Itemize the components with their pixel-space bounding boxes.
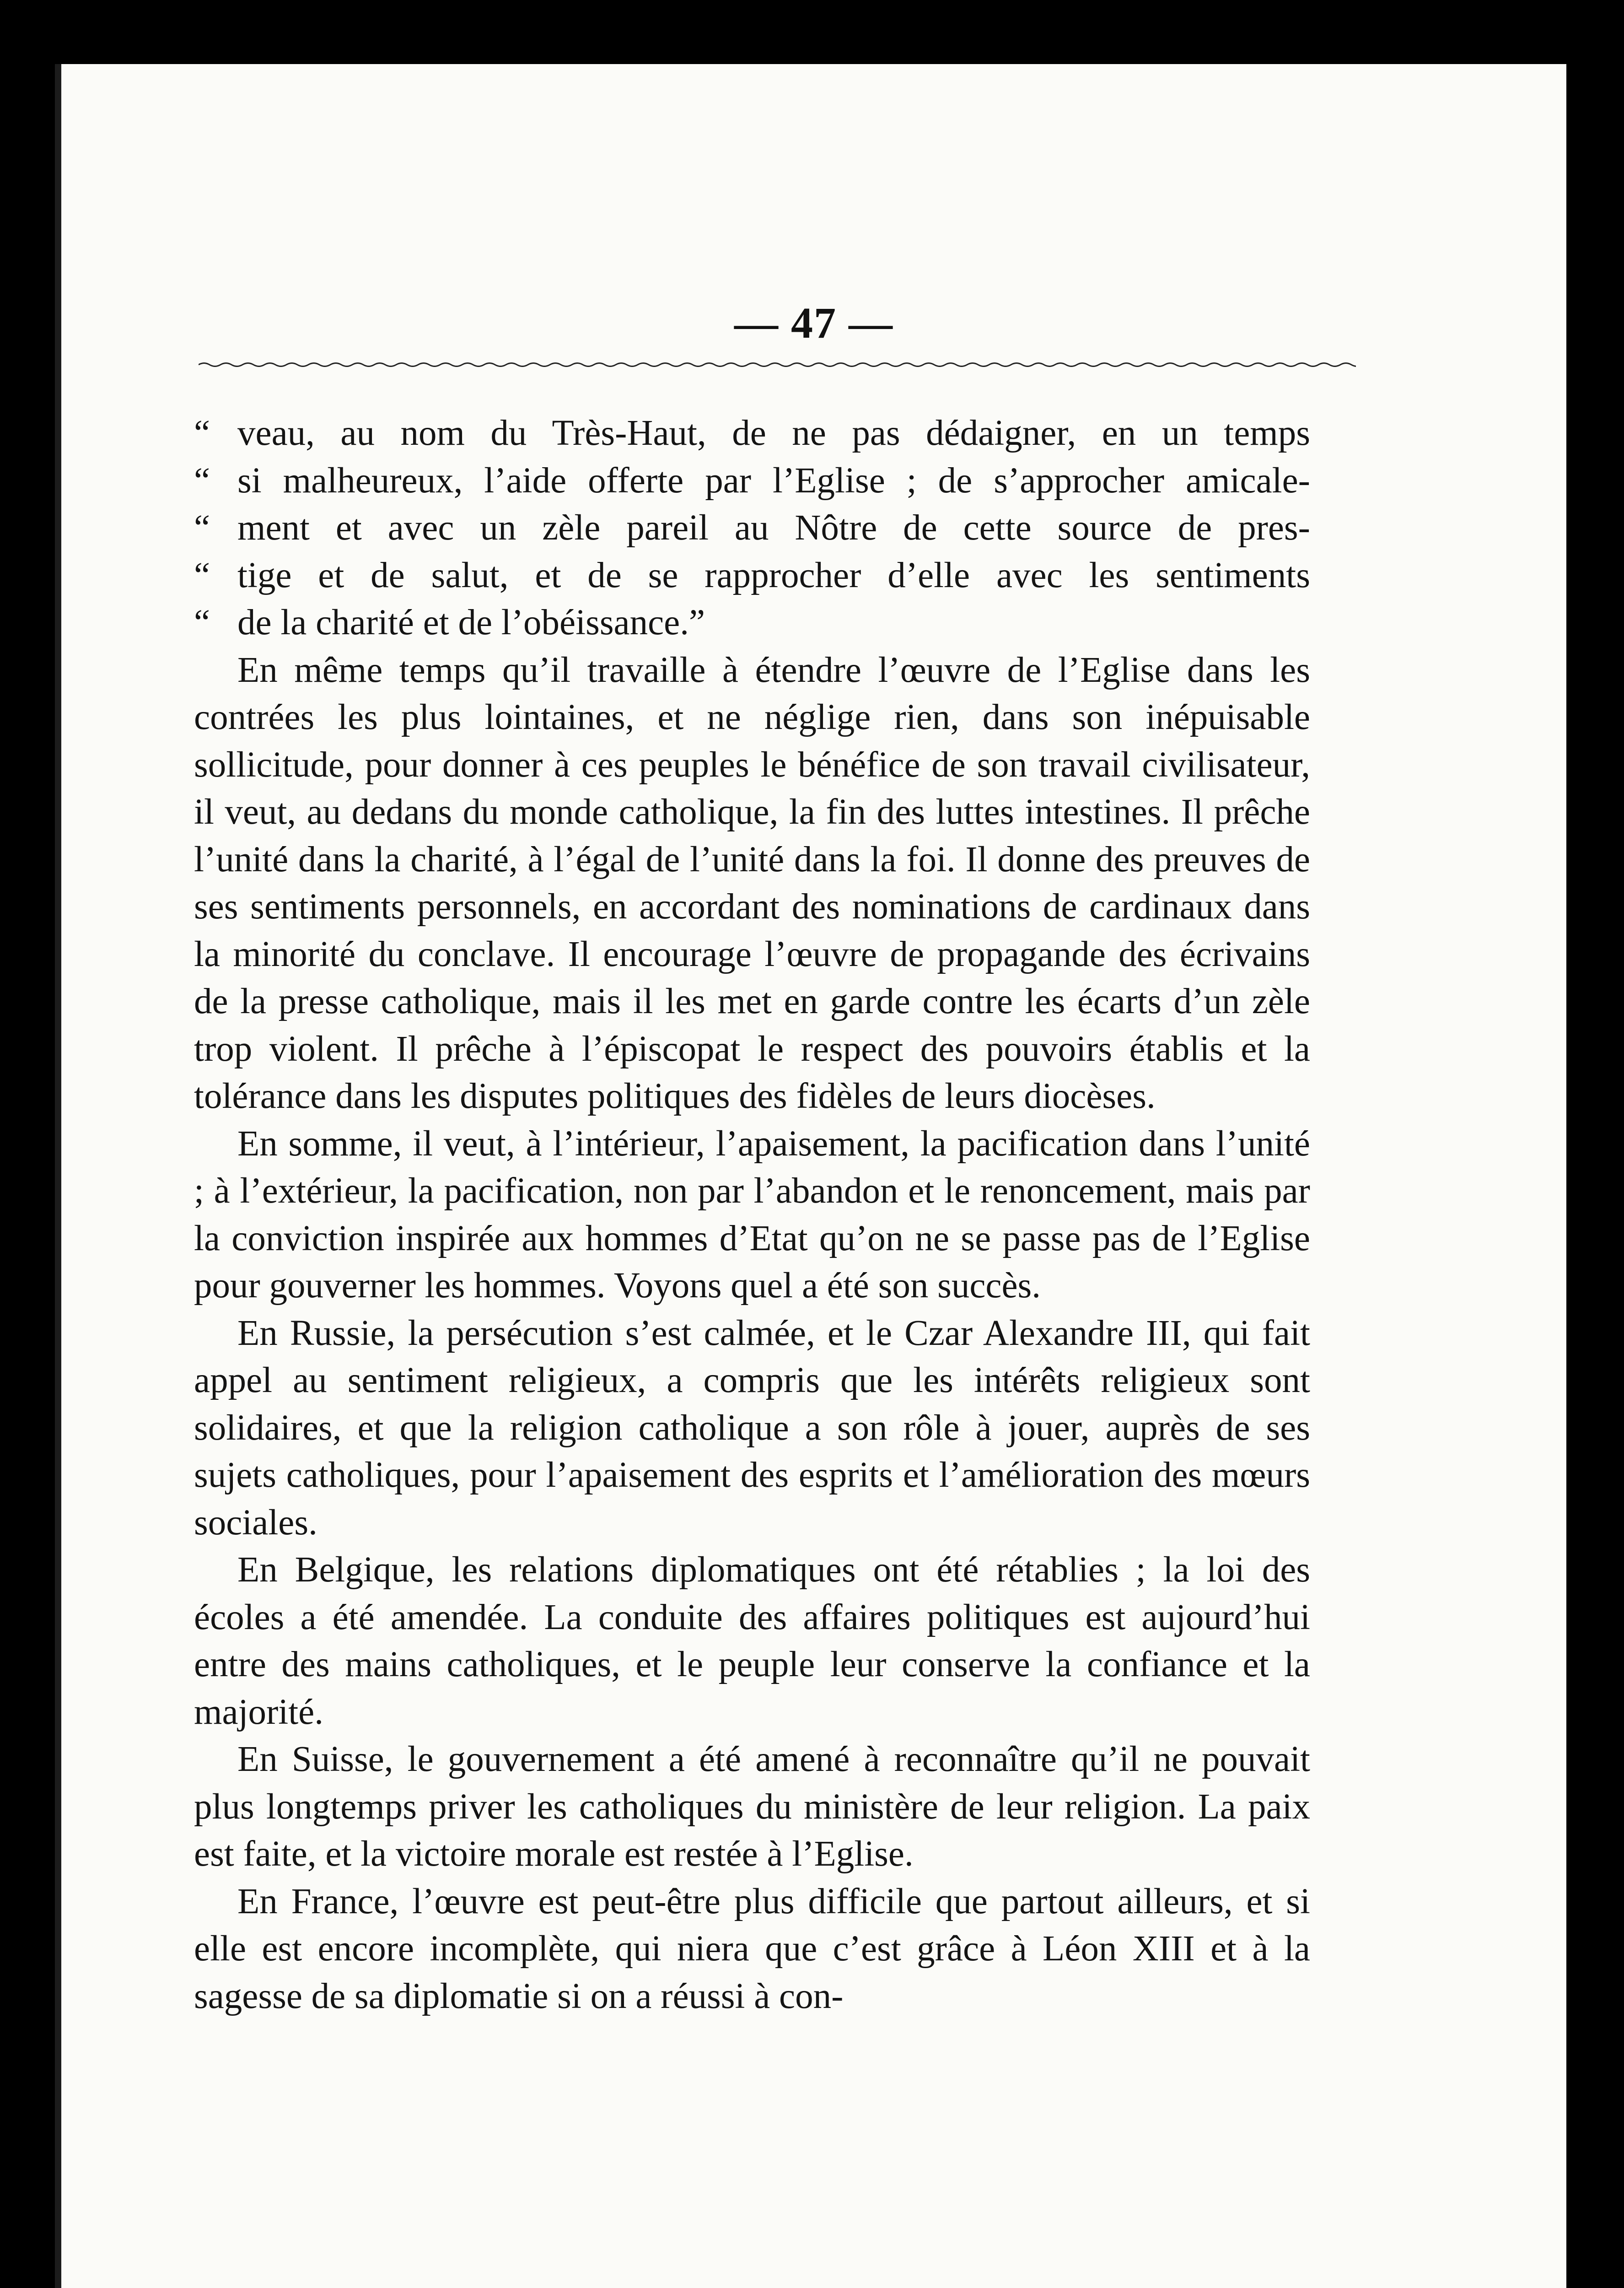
book-page — [55, 64, 1566, 2288]
quote-mark: “ — [194, 508, 210, 548]
decorative-wavy-rule — [199, 362, 1356, 368]
paragraph: En somme, il veut, à l’intérieur, l’apaisement, la pacification dans l’unité ; à l’extérieur, la pacification, non par l’abandon et le renoncement, mais par la conviction inspirée aux hommes d’Etat qu’on ne se passe pas de l’Eglise pour gouverner les hommes. Voyons quel a été son succès. — [194, 1123, 1310, 1306]
paragraph: En Suisse, le gouvernement a été amené à reconnaître qu’il ne pouvait plus longtemps priver les catholiques du ministère de leur religion. La paix est faite, et la victoire morale est restée à l’Eglise. — [194, 1739, 1310, 1874]
paragraph: En même temps qu’il travaille à étendre l’œuvre de l’Eglise dans les contrées les plus lointaines, et ne néglige rien, dans son inépuisable sollicitude, pour donner à ces peuples le bénéfice de son travail civilisateur, il veut, au dedans du monde catholique, la fin des luttes intestines. Il prêche l’unité dans la charité, à l’égal de l’unité dans la foi. Il donne des preuves de ses sentiments personnels, en accordant des nominations de cardinaux dans la minorité du conclave. Il encourage l’œuvre de propagande des écrivains de la presse catholique, mais il les met en garde contre les écarts d’un zèle trop violent. Il prêche à l’épiscopat le respect des pouvoirs établis et la tolérance dans les disputes politiques des fidèles de leurs diocèses. — [194, 650, 1310, 1116]
quote-mark: “ — [194, 603, 210, 642]
quote-line — [194, 552, 1310, 599]
quote-line — [194, 410, 1310, 457]
quote-line-text: si malheureux, l’aide offerte par l’Eglise ; de s’approcher amicale- — [237, 460, 1310, 501]
body-text — [194, 410, 1310, 2020]
quote-line-text: tige et de salut, et de se rapprocher d’elle avec les sentiments — [237, 555, 1310, 595]
quote-line-text: veau, au nom du Très-Haut, de ne pas dédaigner, en un temps — [237, 413, 1310, 453]
quote-line — [194, 599, 1310, 647]
page-number: — 47 — — [734, 298, 893, 347]
paragraph: En Russie, la persécution s’est calmée, et le Czar Alexandre III, qui fait appel au sentiment religieux, a compris que les intérêts religieux sont solidaires, et que la religion catholique a son rôle à jouer, auprès de ses sujets catholiques, pour l’apaisement des esprits et l’amélioration des mœurs sociales. — [194, 1313, 1310, 1543]
quote-mark: “ — [194, 460, 210, 501]
quotation — [194, 410, 1310, 647]
quote-line — [194, 457, 1310, 505]
quote-mark: “ — [194, 413, 210, 453]
quote-mark: “ — [194, 555, 210, 595]
quote-line-text: de la charité et de l’obéissance.” — [237, 603, 705, 642]
paragraph: En Belgique, les relations diplomatiques ont été rétablies ; la loi des écoles a été amendée. La conduite des affaires politiques est aujourd’hui entre des mains catholiques, et le peuple leur conserve la confiance et la majorité. — [194, 1550, 1310, 1732]
quote-line-text: ment et avec un zèle pareil au Nôtre de cette source de pres- — [237, 508, 1310, 548]
quote-line — [194, 504, 1310, 552]
paragraph: En France, l’œuvre est peut-être plus difficile que partout ailleurs, et si elle est encore incomplète, qui niera que c’est grâce à Léon XIII et à la sagesse de sa diplomatie si on a réussi à con- — [194, 1881, 1310, 2016]
